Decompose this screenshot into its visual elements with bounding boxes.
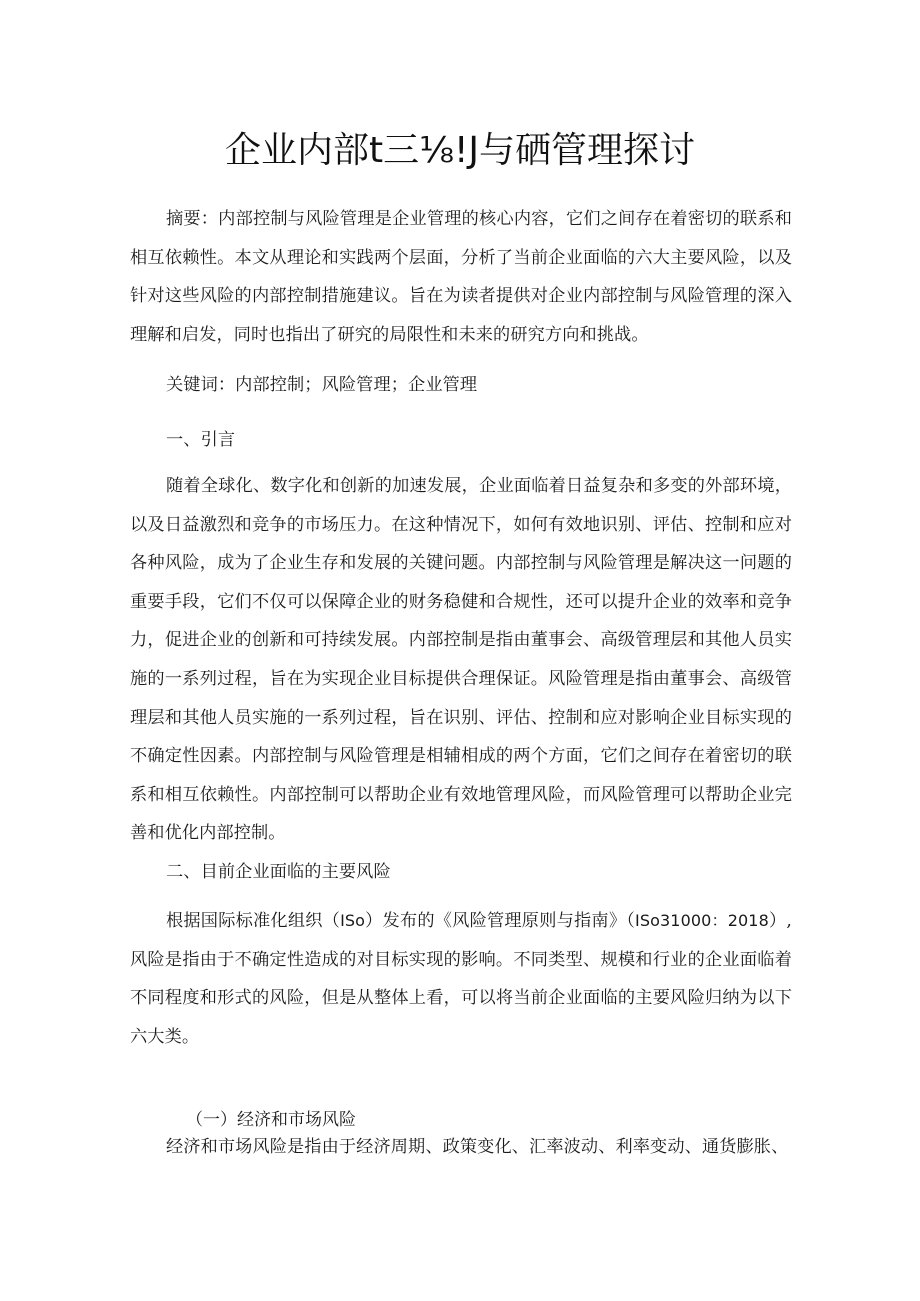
document-title: 企业内部t三⅛!J与硒管理探讨: [224, 130, 696, 171]
section-heading-introduction: 一、引言: [166, 430, 236, 450]
iso-text-part-3: ）,风险是指由于不确定性造成的对目标实现的影响。不同类型、规模和行业的企业面临着不同程度和形式的风险，但是从整体上看，可以将当前企业面临的主要风险归纳为以下六大类。: [130, 911, 792, 1047]
abstract-paragraph: 摘要：内部控制与风险管理是企业管理的核心内容，它们之间存在着密切的联系和相互依赖性。本文从理论和实践两个层面，分析了当前企业面临的六大主要风险，以及针对这些风险的内部控制措施建议。旨在为读者提供对企业内部控制与风险管理的深入理解和启发，同时也指出了研究的局限性和未来的研究方向和挑战。: [130, 209, 792, 345]
iso-abbreviation: ISo: [340, 911, 366, 930]
subsection-heading-economic-market-risk: （一）经济和市场风险: [186, 1110, 356, 1130]
economic-risk-paragraph: 经济和市场风险是指由于经济周期、政策变化、汇率波动、利率变动、通货膨胀、: [166, 1137, 789, 1157]
section-heading-main-risks: 二、目前企业面临的主要风险: [166, 862, 391, 882]
iso-text-part-1: 根据国际标准化组织（: [166, 911, 341, 931]
iso-definition-paragraph: [130, 902, 792, 1056]
iso-standard-number: ISo31000：2018: [635, 911, 769, 930]
introduction-paragraph: 随着全球化、数字化和创新的加速发展，企业面临着日益复杂和多变的外部环境，以及日益激烈和竞争的市场压力。在这种情况下，如何有效地识别、评估、控制和应对各种风险，成为了企业生存和发展的关键问题。内部控制与风险管理是解决这一问题的重要手段，它们不仅可以保障企业的财务稳健和合规性，还可以提升企业的效率和竞争力，促进企业的创新和可持续发展。内部控制是指由董事会、高级管理层和其他人员实施的一系列过程，旨在为实现企业目标提供合理保证。风险管理是指由董事会、高级管理层和其他人员实施的一系列过程，旨在识别、评估、控制和应对影响企业目标实现的不确定性因素。内部控制与风险管理是相辅相成的两个方面，它们之间存在着密切的联系和相互依赖性。内部控制可以帮助企业有效地管理风险，而风险管理可以帮助企业完善和优化内部控制。: [130, 476, 792, 844]
iso-text-part-2: ）发布的《风险管理原则与指南》（: [365, 911, 636, 931]
keywords-line: 关键词：内部控制；风险管理；企业管理: [166, 375, 478, 395]
